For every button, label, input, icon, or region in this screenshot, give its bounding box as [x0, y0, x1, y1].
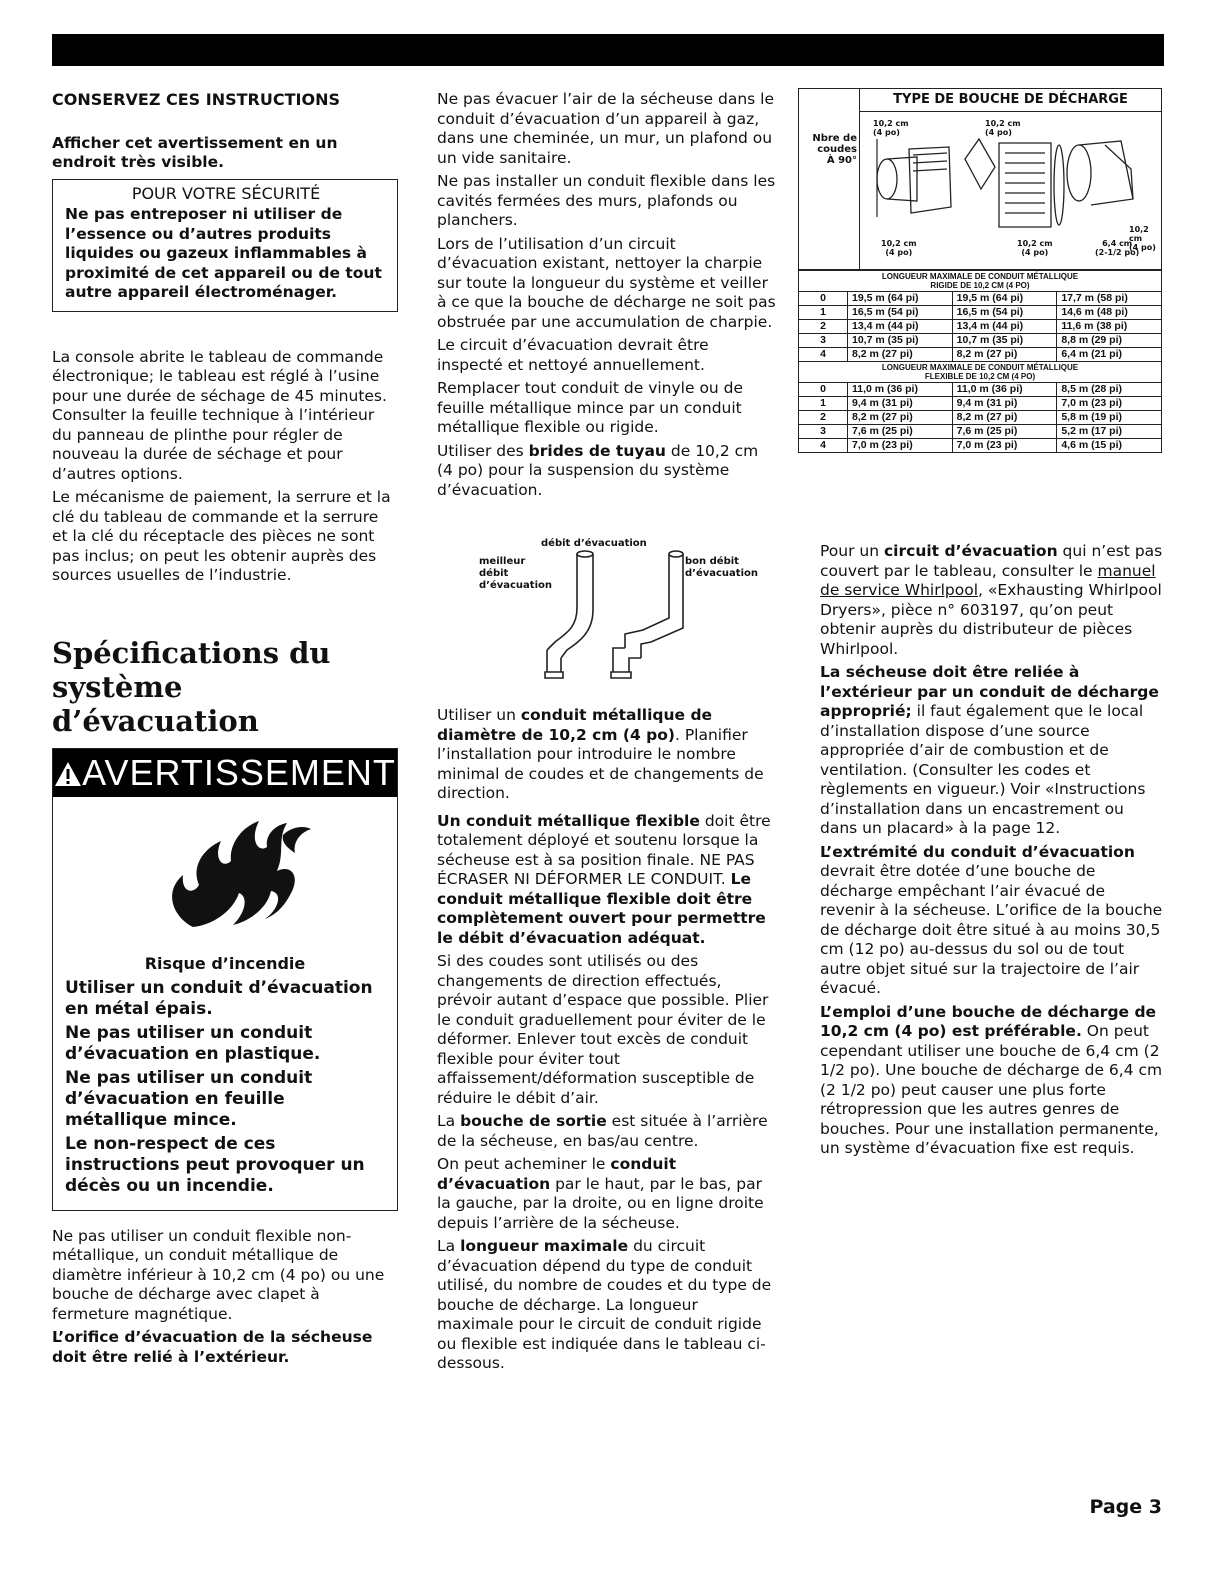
length-cell: 9,4 m (31 pi)	[952, 397, 1057, 411]
elbow-count-cell: 2	[799, 411, 848, 425]
elbow-count-cell: 4	[799, 439, 848, 453]
length-cell: 8,2 m (27 pi)	[848, 348, 953, 362]
length-cell: 11,6 m (38 pi)	[1057, 320, 1162, 334]
elbow-count-cell: 1	[799, 306, 848, 320]
hood1-bottom-label: 10,2 cm (4 po)	[881, 239, 917, 257]
outdoor-connection-paragraph: La sécheuse doit être reliée à l’extérieur par un conduit de décharge approprié; il faut également que le local d’installation dispose d’une source appropriée d’air de combustion et de ventilation. (Consulter les codes et règlements en vigueur.) Voir «Instructions d’installation dans un encastrement ou dans un placard» à la page 12.	[820, 663, 1159, 837]
display-notice: Afficher cet avertissement en un endroit très visible.	[52, 133, 338, 171]
hood-size-paragraph: L’emploi d’une bouche de décharge de 10,2 cm (4 po) est préférable. On peut cependant utiliser une bouche de 6,4 cm (2 1/2 po). Une bouche de décharge de 6,4 cm (2 1/2 po) peut causer une plus forte rétropression que les autres genres de bouches. Pour une installation permanente, un système d’évacuation fixe est requis.	[820, 1002, 1163, 1157]
metal-duct-paragraph: Utiliser un conduit métallique de diamètre de 10,2 cm (4 po). Planifier l’installation pour introduire le nombre minimal de coudes et de changements de direction.	[437, 706, 764, 802]
inspect-paragraph: Le circuit d’évacuation devrait être inspecté et nettoyé annuellement.	[437, 336, 709, 374]
rigid-header-row: LONGUEUR MAXIMALE DE CONDUIT MÉTALLIQUE RIGIDE DE 10,2 CM (4 PO)	[799, 271, 1162, 292]
lint-paragraph: Lors de l’utilisation d’un circuit d’évacuation existant, nettoyer la charpie sur toute la longueur du système et veiller à ce que la bouche de décharge ne soit pas obstruée par une accumulation de charpie.	[437, 234, 776, 331]
exhaust-outside-paragraph: L’orifice d’évacuation de la sécheuse doit être relié à l’extérieur.	[52, 1328, 373, 1366]
table-row	[799, 348, 1162, 362]
section-title-line2: système d’évacuation	[52, 669, 259, 738]
table-row	[799, 306, 1162, 320]
section-title	[52, 636, 398, 738]
warning-triangle-icon	[54, 761, 82, 787]
warning-body	[53, 947, 397, 1210]
service-manual-paragraph: Pour un circuit d’évacuation qui n’est pas couvert par le tableau, consulter le manuel de service Whirlpool, «Exhausting Whirlpool Dryers», pièce n° 603197, qu’on peut obtenir auprès du distributeur de pièces Whirlpool.	[820, 542, 1163, 658]
length-cell: 8,2 m (27 pi)	[952, 411, 1057, 425]
duct-end-paragraph: L’extrémité du conduit d’évacuation devrait être dotée d’une bouche de décharge empêchant l’air évacué de revenir à la sécheuse. L’orifice de la bouche de décharge doit être situé à au moins 30,5 cm (12 po) au-dessus du sol ou de tout autre objet situé sur la trajectoire de l’air évacué.	[820, 842, 1163, 997]
warning-line: Utiliser un conduit d’évacuation en métal épais.	[65, 977, 373, 1019]
elbow-count-cell: 4	[799, 348, 848, 362]
hood3-bottom-label: 6,4 cm (2-1/2 po)	[1095, 239, 1140, 257]
flex-header-row: LONGUEUR MAXIMALE DE CONDUIT MÉTALLIQUE FLEXIBLE DE 10,2 CM (4 PO)	[799, 362, 1162, 383]
duct-drawing	[437, 530, 777, 730]
table-row	[799, 439, 1162, 453]
hood2-top-label: 10,2 cm (4 po)	[985, 119, 1021, 137]
length-cell: 4,6 m (15 pi)	[1057, 439, 1162, 453]
safety-box	[52, 179, 398, 312]
elbow-count-cell: 3	[799, 334, 848, 348]
table-row	[799, 334, 1162, 348]
fire-icon	[53, 797, 397, 947]
diagram-right-label: bon débit d’évacuation	[685, 556, 758, 579]
warning-heading: Risque d’incendie	[144, 953, 306, 973]
length-table	[798, 270, 1162, 453]
length-cell: 6,4 m (21 pi)	[1057, 348, 1162, 362]
warning-box	[52, 748, 398, 1211]
length-cell: 11,0 m (36 pi)	[848, 383, 953, 397]
table-figure-area	[798, 88, 1162, 270]
table-row	[799, 383, 1162, 397]
elbow-count-cell: 1	[799, 397, 848, 411]
hood1-top-label: 10,2 cm (4 po)	[873, 119, 909, 137]
exhaust-flow-diagram	[437, 530, 777, 730]
routing-paragraph: On peut acheminer le conduit d’évacuation par le haut, par le bas, par la gauche, par la droite, ou en ligne droite depuis l’arrière de la sécheuse.	[437, 1155, 764, 1232]
clamps-paragraph: Utiliser des brides de tuyau de 10,2 cm (4 po) pour la suspension du système d’évacuation.	[437, 441, 759, 499]
length-cell: 7,0 m (23 pi)	[1057, 397, 1162, 411]
length-cell: 9,4 m (31 pi)	[848, 397, 953, 411]
safety-title: POUR VOTRE SÉCURITÉ	[131, 183, 321, 203]
hood-type-title: TYPE DE BOUCHE DE DÉCHARGE	[859, 89, 1161, 112]
length-cell: 5,8 m (19 pi)	[1057, 411, 1162, 425]
length-cell: 11,0 m (36 pi)	[952, 383, 1057, 397]
save-instructions-heading: CONSERVEZ CES INSTRUCTIONS	[52, 90, 340, 109]
column-middle	[437, 90, 777, 1378]
length-cell: 17,7 m (58 pi)	[1057, 292, 1162, 306]
nonmetal-paragraph: Ne pas utiliser un conduit flexible non-métallique, un conduit métallique de diamètre inférieur à 10,2 cm (4 po) ou une bouche de décharge avec clapet à fermeture magnétique.	[52, 1226, 385, 1323]
elbows-paragraph: Si des coudes sont utilisés ou des changements de direction effectués, prévoir autant d’espace que possible. Plier le conduit graduellement pour éviter de le déformer. Enlever tout excès de conduit flexible pour éviter tout affaissement/déformation susceptible de réduire le débit d’air.	[437, 952, 769, 1107]
warning-label: AVERTISSEMENT	[82, 751, 396, 793]
warning-line: Le non-respect de ces instructions peut provoquer un décès ou un incendie.	[65, 1133, 365, 1196]
length-cell: 13,4 m (44 pi)	[952, 320, 1057, 334]
table-row	[799, 292, 1162, 306]
table-row	[799, 425, 1162, 439]
no-flex-cavity-paragraph: Ne pas installer un conduit flexible dans les cavités fermées des murs, plafonds ou planchers.	[437, 172, 776, 229]
table-row	[799, 320, 1162, 334]
length-cell: 7,0 m (23 pi)	[848, 439, 953, 453]
warning-line: Ne pas utiliser un conduit d’évacuation en feuille métallique mince.	[65, 1067, 313, 1130]
length-cell: 19,5 m (64 pi)	[848, 292, 953, 306]
elbow-count-cell: 2	[799, 320, 848, 334]
table-row	[799, 397, 1162, 411]
warning-banner	[53, 749, 397, 797]
max-length-paragraph: La longueur maximale du circuit d’évacuation dépend du type de conduit utilisé, du nombre de coudes et du type de bouche de décharge. La longueur maximale pour le circuit de conduit rigide ou flexible est indiquée dans le tableau ci-dessous.	[437, 1237, 772, 1372]
length-cell: 8,5 m (28 pi)	[1057, 383, 1162, 397]
length-cell: 13,4 m (44 pi)	[848, 320, 953, 334]
length-cell: 8,2 m (27 pi)	[848, 411, 953, 425]
section-title-line1: Spécifications du	[52, 635, 331, 670]
length-cell: 7,0 m (23 pi)	[952, 439, 1057, 453]
elbow-count-cell: 0	[799, 292, 848, 306]
safety-text: Ne pas entreposer ni utiliser de l’essence ou d’autres produits liquides ou gazeux inflammables à proximité de cet appareil ou de tout autre appareil électroménager.	[65, 205, 382, 301]
console-paragraph: La console abrite le tableau de commande électronique; le tableau est réglé à l’usine pour une durée de séchage de 45 minutes. Consulter la feuille technique à l’intérieur du panneau de plinthe pour régler de nouveau la durée de séchage et pour d’autres options.	[52, 347, 387, 483]
no-gas-paragraph: Ne pas évacuer l’air de la sécheuse dans le conduit d’évacuation d’un appareil à gaz, dans une cheminée, un mur, un plafond ou un vide sanitaire.	[437, 90, 775, 167]
column-left	[52, 90, 398, 1371]
left-border	[859, 111, 860, 269]
length-cell: 16,5 m (54 pi)	[952, 306, 1057, 320]
length-cell: 5,2 m (17 pi)	[1057, 425, 1162, 439]
length-cell: 7,6 m (25 pi)	[848, 425, 953, 439]
hood2-bottom-label: 10,2 cm (4 po)	[1017, 239, 1053, 257]
length-cell: 8,8 m (29 pi)	[1057, 334, 1162, 348]
diagram-left-label: meilleur débit d’évacuation	[479, 556, 552, 591]
length-cell: 16,5 m (54 pi)	[848, 306, 953, 320]
replace-vinyl-paragraph: Remplacer tout conduit de vinyle ou de feuille métallique mince par un conduit métallique flexible ou rigide.	[437, 379, 744, 436]
table-row	[799, 411, 1162, 425]
length-cell: 10,7 m (35 pi)	[848, 334, 953, 348]
length-cell: 8,2 m (27 pi)	[952, 348, 1057, 362]
header-bar	[52, 34, 1164, 66]
length-cell: 10,7 m (35 pi)	[952, 334, 1057, 348]
hood3-side-label: 10,2 cm (4 po)	[1129, 225, 1156, 252]
warning-line: Ne pas utiliser un conduit d’évacuation en plastique.	[65, 1022, 321, 1064]
column-right	[820, 542, 1164, 1163]
length-cell: 7,6 m (25 pi)	[952, 425, 1057, 439]
elbow-count-cell: 3	[799, 425, 848, 439]
length-cell: 19,5 m (64 pi)	[952, 292, 1057, 306]
flex-duct-paragraph: Un conduit métallique flexible doit être totalement déployé et soutenu lorsque la sécheuse est à sa position finale. NE PAS ÉCRASER NI DÉFORMER LE CONDUIT. Le conduit métallique flexible doit être complètement ouvert pour permettre le débit d’évacuation adéquat.	[437, 811, 771, 947]
page-number: Page 3	[1089, 1496, 1162, 1518]
payment-paragraph: Le mécanisme de paiement, la serrure et la clé du tableau de commande et la serrure et la clé du réceptacle des pièces ne sont pas inclus; on peut les obtenir auprès des sources usuelles de l’industrie.	[52, 488, 391, 584]
elbows-label: Nbre de coudes À 90°	[812, 133, 857, 166]
length-cell: 14,6 m (48 pi)	[1057, 306, 1162, 320]
exhaust-table	[798, 88, 1162, 453]
elbow-count-cell: 0	[799, 383, 848, 397]
diagram-top-label: débit d’évacuation	[541, 538, 647, 549]
outlet-paragraph: La bouche de sortie est située à l’arrière de la sécheuse, en bas/au centre.	[437, 1112, 768, 1150]
